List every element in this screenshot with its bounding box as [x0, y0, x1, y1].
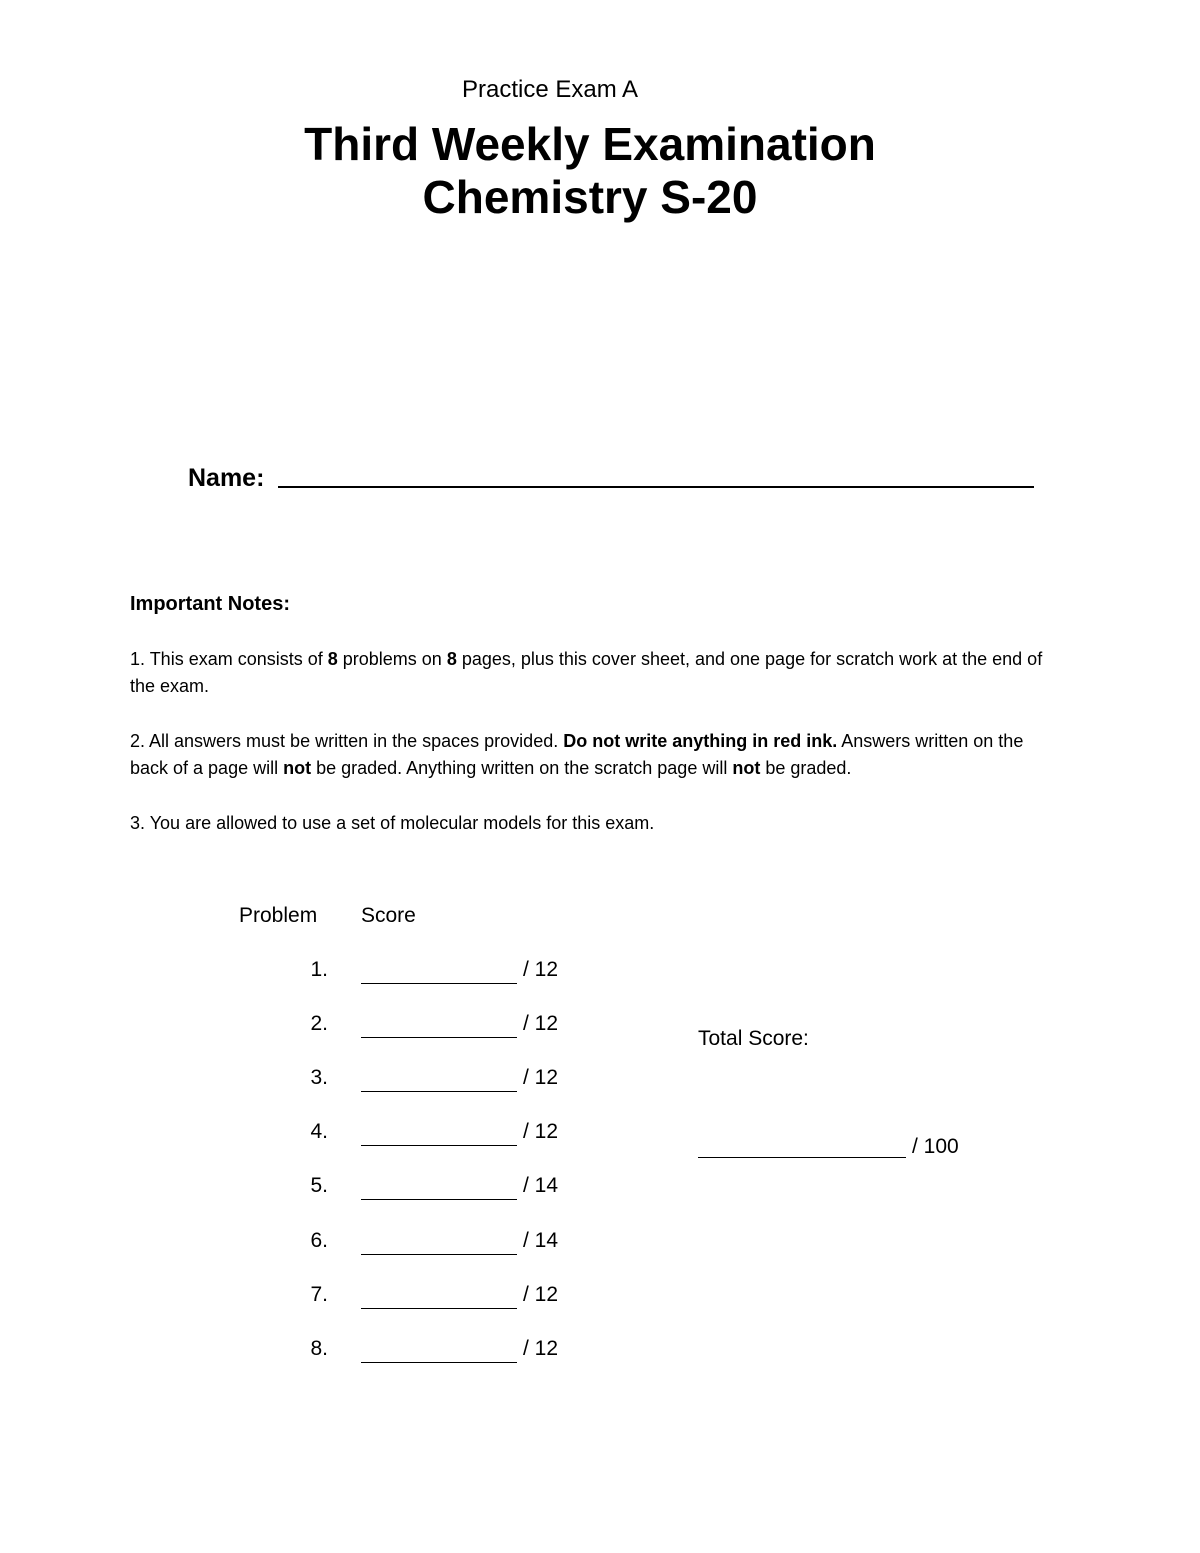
score-blank[interactable] — [361, 1362, 517, 1363]
total-score-blank[interactable] — [698, 1157, 906, 1158]
note-2: 2. All answers must be written in the spaces provided. Do not write anything in red ink. Answers written on the back of a page will not be graded. Anything written on the scratch page will not be graded. — [130, 731, 1024, 778]
problem-max-score: / 12 — [523, 1066, 559, 1089]
problem-max-score: / 12 — [523, 1120, 559, 1143]
problem-number: 3. — [310, 1066, 328, 1089]
problem-number: 8. — [310, 1337, 328, 1360]
score-blank[interactable] — [361, 1308, 517, 1309]
problem-max-score: / 14 — [523, 1174, 559, 1197]
course-title: Chemistry S-20 — [422, 171, 758, 223]
name-field[interactable] — [278, 486, 1034, 488]
total-max-score: / 100 — [912, 1135, 959, 1158]
total-score-label: Total Score: — [698, 1027, 809, 1050]
problem-number: 7. — [310, 1283, 328, 1306]
score-blank[interactable] — [361, 983, 517, 984]
score-blank[interactable] — [361, 1091, 517, 1092]
problem-number: 1. — [310, 958, 328, 981]
score-column-header: Score — [361, 904, 416, 927]
score-blank[interactable] — [361, 1037, 517, 1038]
problem-max-score: / 14 — [523, 1229, 559, 1252]
score-blank[interactable] — [361, 1145, 517, 1146]
score-blank[interactable] — [361, 1254, 517, 1255]
problem-number: 2. — [310, 1012, 328, 1035]
note-1: 1. This exam consists of 8 problems on 8 pages, plus this cover sheet, and one page for scratch work at the end of the exam. — [130, 649, 1043, 696]
problem-max-score: / 12 — [523, 958, 559, 981]
problem-number: 6. — [310, 1229, 328, 1252]
problem-number: 4. — [310, 1120, 328, 1143]
exam-subtitle: Practice Exam A — [461, 76, 639, 103]
note-3: 3. You are allowed to use a set of molecular models for this exam. — [130, 813, 655, 833]
exam-title: Third Weekly Examination — [304, 118, 876, 170]
score-blank[interactable] — [361, 1199, 517, 1200]
problem-max-score: / 12 — [523, 1283, 559, 1306]
problem-number: 5. — [310, 1174, 328, 1197]
name-label: Name: — [188, 464, 265, 492]
problem-column-header: Problem — [239, 904, 318, 927]
problem-max-score: / 12 — [523, 1012, 559, 1035]
notes-heading: Important Notes: — [130, 593, 290, 615]
problem-max-score: / 12 — [523, 1337, 559, 1360]
